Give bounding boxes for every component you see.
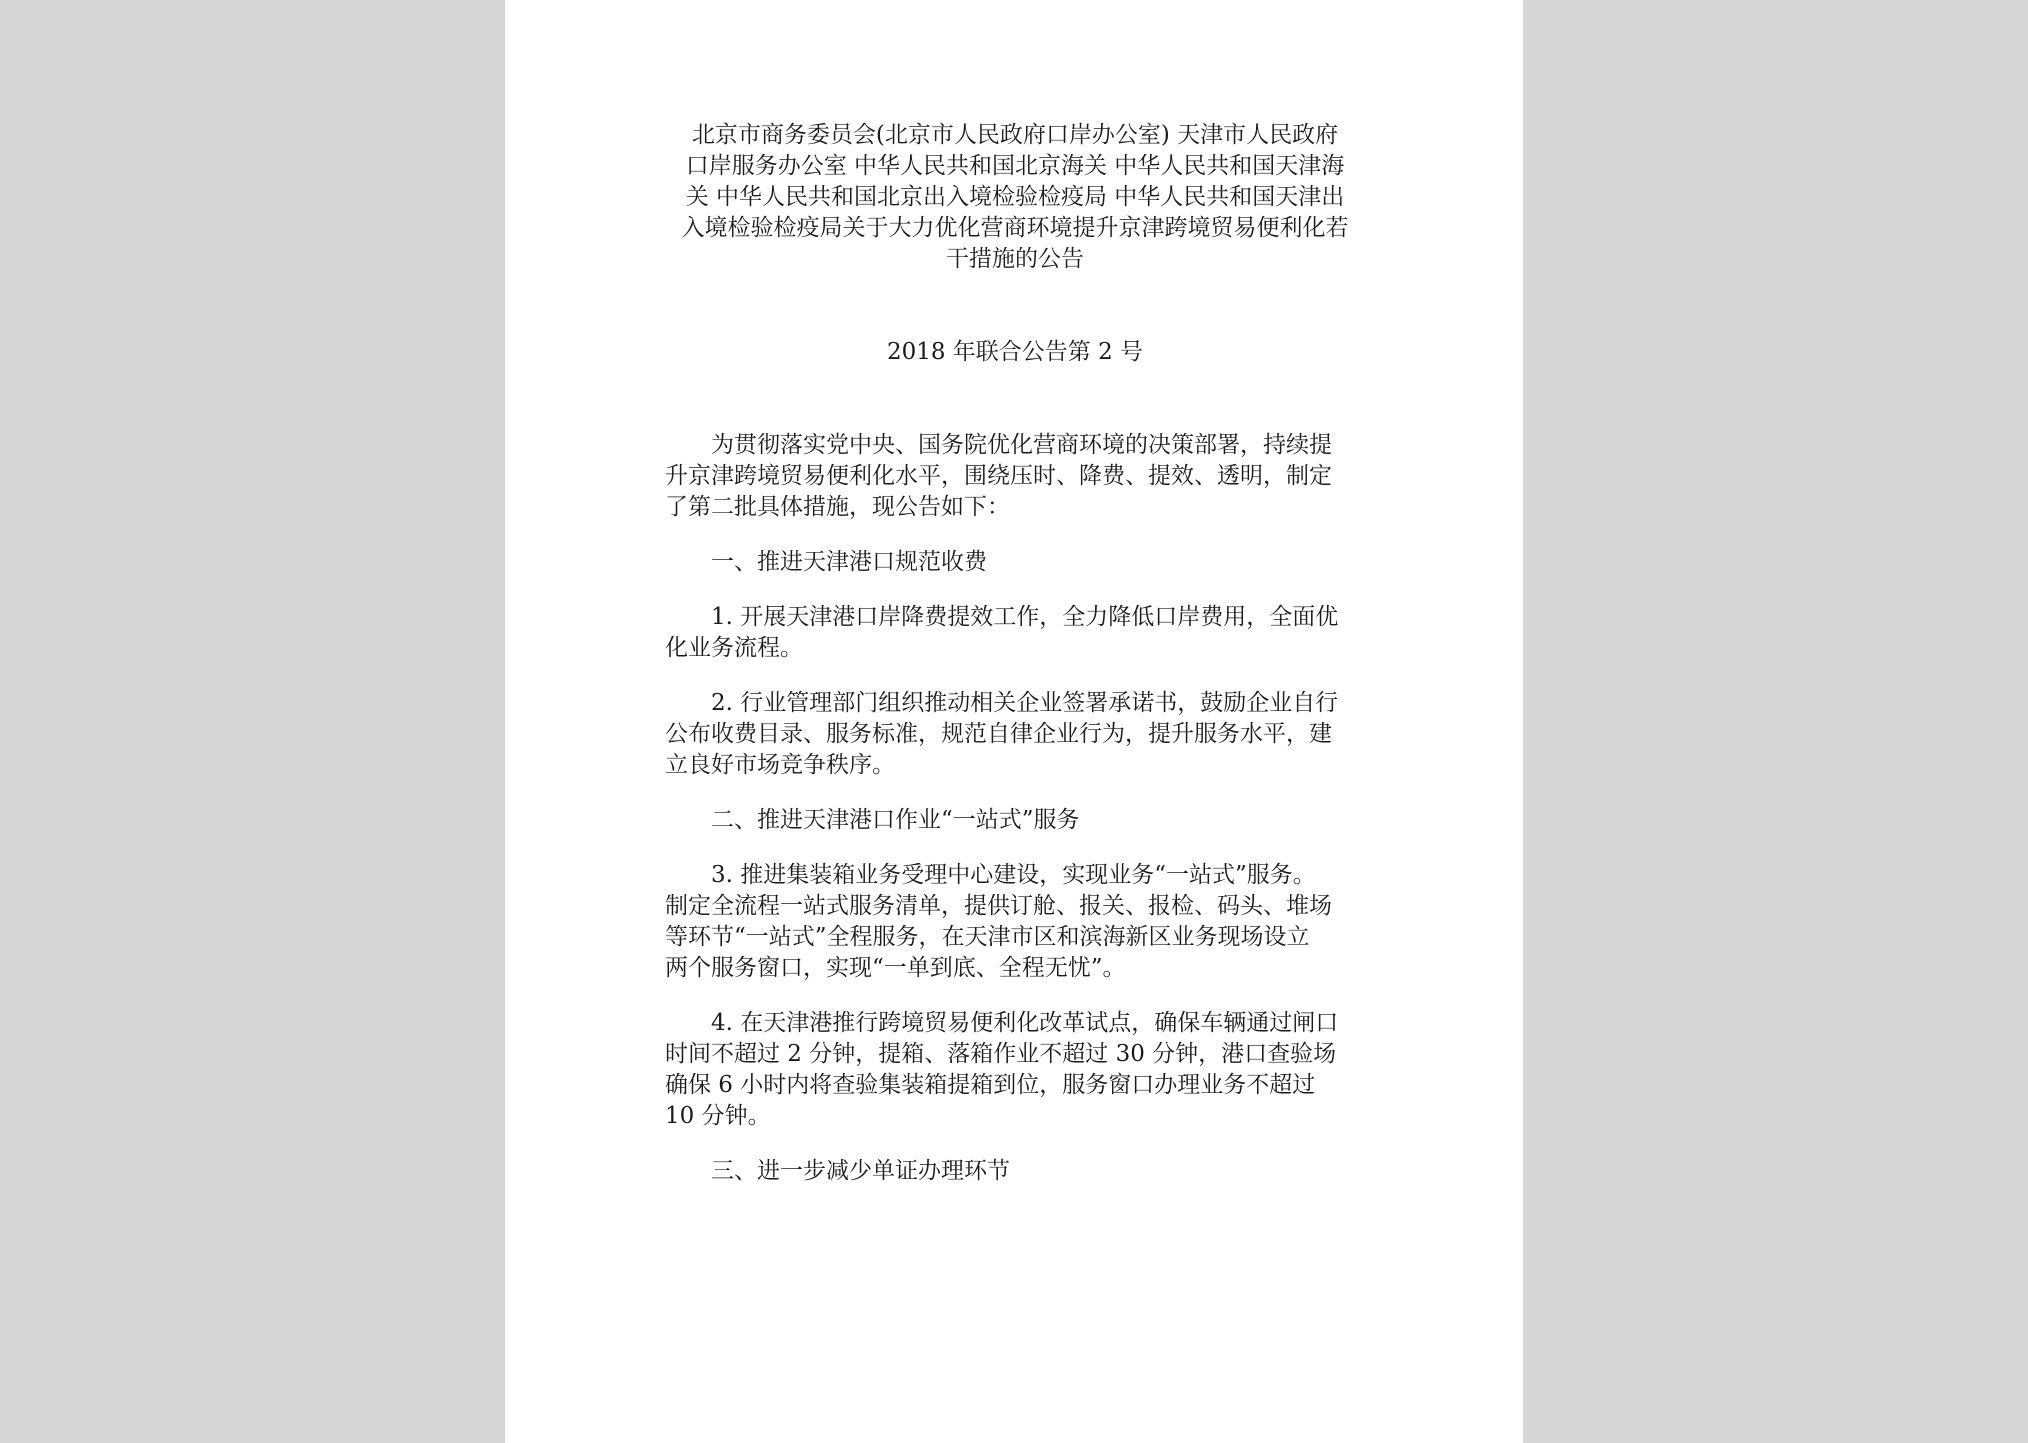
document-page <box>505 0 1523 1443</box>
title-line-3: 关 中华人民共和国北京出入境检验检疫局 中华人民共和国天津出 <box>685 184 1345 210</box>
text-line: 两个服务窗口，实现“一单到底、全程无忧”。 <box>665 955 1126 981</box>
section-heading-2: 二、推进天津港口作业“一站式”服务 <box>711 807 1080 833</box>
document-number: 2018 年联合公告第 2 号 <box>886 339 1144 365</box>
title-line-5: 干措施的公告 <box>946 246 1084 272</box>
text-line: 1. 开展天津港口岸降费提效工作，全力降低口岸费用，全面优 <box>711 604 1339 630</box>
text-line: 立良好市场竞争秩序。 <box>665 752 895 778</box>
document-body <box>665 430 1365 1187</box>
item-4-paragraph <box>665 1008 1365 1132</box>
text-line: 10 分钟。 <box>665 1103 771 1129</box>
item-3-paragraph <box>665 860 1365 984</box>
text-line: 为贯彻落实党中央、国务院优化营商环境的决策部署，持续提 <box>711 432 1332 458</box>
section-heading-3: 三、进一步减少单证办理环节 <box>711 1158 1010 1184</box>
text-line: 等环节“一站式”全程服务，在天津市区和滨海新区业务现场设立 <box>665 924 1310 950</box>
text-line: 3. 推进集装箱业务受理中心建设，实现业务“一站式”服务。 <box>711 862 1316 888</box>
section-heading-1: 一、推进天津港口规范收费 <box>711 549 987 575</box>
intro-paragraph <box>665 430 1365 523</box>
text-line: 化业务流程。 <box>665 635 803 661</box>
text-line: 时间不超过 2 分钟，提箱、落箱作业不超过 30 分钟，港口查验场 <box>665 1041 1337 1067</box>
document-title <box>665 120 1365 275</box>
text-line: 制定全流程一站式服务清单，提供订舱、报关、报检、码头、堆场 <box>665 893 1332 919</box>
item-1-paragraph <box>665 602 1365 664</box>
text-line: 升京津跨境贸易便利化水平，围绕压时、降费、提效、透明，制定 <box>665 463 1332 489</box>
item-2-paragraph <box>665 688 1365 781</box>
title-line-1: 北京市商务委员会(北京市人民政府口岸办公室) 天津市人民政府 <box>691 122 1339 148</box>
text-line: 了第二批具体措施，现公告如下： <box>665 494 1010 520</box>
text-line: 公布收费目录、服务标准，规范自律企业行为，提升服务水平，建 <box>665 721 1332 747</box>
text-line: 2. 行业管理部门组织推动相关企业签署承诺书，鼓励企业自行 <box>711 690 1339 716</box>
page-content <box>665 120 1365 1211</box>
title-line-2: 口岸服务办公室 中华人民共和国北京海关 中华人民共和国天津海 <box>685 153 1345 179</box>
text-line: 确保 6 小时内将查验集装箱提箱到位，服务窗口办理业务不超过 <box>665 1072 1316 1098</box>
title-line-4: 入境检验检疫局关于大力优化营商环境提升京津跨境贸易便利化若 <box>681 215 1349 241</box>
text-line: 4. 在天津港推行跨境贸易便利化改革试点，确保车辆通过闸口 <box>711 1010 1339 1036</box>
